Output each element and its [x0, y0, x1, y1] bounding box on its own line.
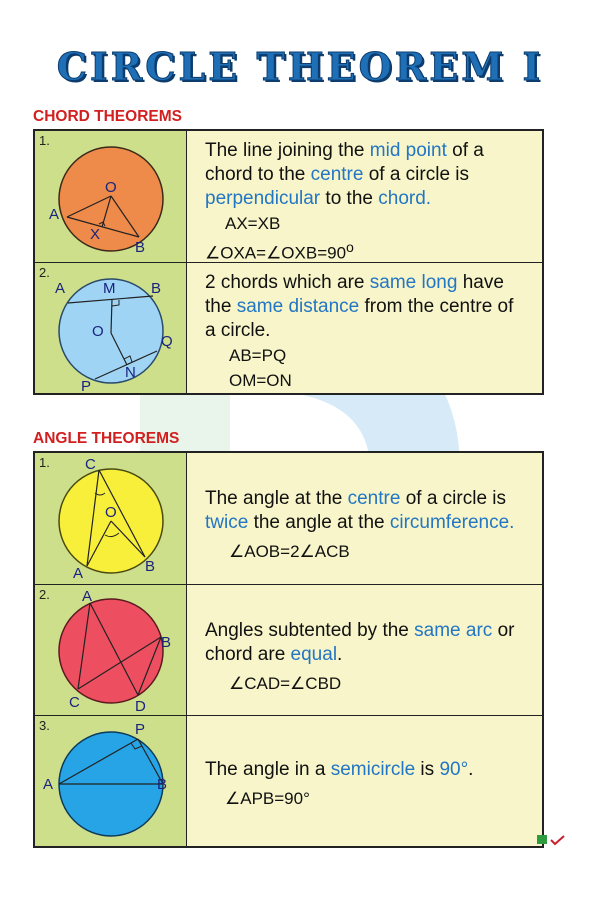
angle-theorem-1: [35, 453, 542, 584]
item-number: 1.: [39, 455, 50, 470]
label-B: B: [161, 634, 172, 651]
item-number: 2.: [39, 587, 50, 602]
equation: OM=ON: [229, 371, 292, 390]
circle-diagram: [35, 716, 187, 847]
chord-theorem-2: [35, 262, 542, 393]
page-title: CIRCLE THEOREM I: [56, 44, 544, 89]
angle-theorem-3-text: The angle in a semicircle is 90°. ∠APB=90°: [205, 758, 534, 811]
equation: ∠AOB=2∠ACB: [229, 542, 350, 561]
chord-theorem-1: [35, 131, 542, 262]
label-O: O: [105, 179, 117, 196]
circle-diagram: [35, 585, 187, 716]
angle-theorem-1-text: The angle at the centre of a circle is twice the angle at the circumference. ∠AOB=2∠ACB: [205, 487, 534, 564]
equation: AX=XB: [225, 214, 281, 233]
label-O: O: [105, 504, 117, 521]
angle-theorem-3: [35, 715, 542, 846]
equation: ∠APB=90°: [225, 789, 310, 808]
angle-theorems-panel: [33, 451, 544, 848]
chord-theorems-panel: [33, 129, 544, 395]
equation: $\angle OXA=\angle OXB=90^o$: [205, 240, 354, 263]
item-number: 1.: [39, 133, 50, 148]
label-B: B: [151, 280, 162, 297]
chord-figure-1: [35, 131, 187, 262]
item-number: 3.: [39, 718, 50, 733]
label-X: X: [90, 226, 101, 243]
label-A: A: [49, 206, 60, 223]
label-B: B: [135, 239, 146, 256]
label-C: C: [69, 694, 80, 711]
label-O: O: [92, 323, 104, 340]
label-Q: Q: [161, 333, 173, 350]
label-D: D: [135, 698, 146, 715]
circle-diagram: [35, 131, 187, 262]
label-M: M: [103, 280, 116, 297]
circle-diagram: [35, 263, 187, 394]
label-A: A: [55, 280, 66, 297]
circle-diagram: [35, 453, 187, 584]
equation: ∠CAD=∠CBD: [229, 674, 342, 693]
label-P: P: [135, 721, 146, 738]
chord-figure-2: [35, 263, 187, 393]
chord-theorem-1-text: The line joining the mid point of a chord to the centre of a circle is perpendicular to the chord. AX=XB $\angle OXA=\angle OXB=90^o$: [205, 139, 534, 266]
angle-theorem-2: [35, 584, 542, 715]
label-B: B: [157, 776, 168, 793]
angle-figure-2: [35, 585, 187, 715]
item-number: 2.: [39, 265, 50, 280]
chord-theorem-2-text: 2 chords which are same long have the same distance from the centre of a circle. AB=PQ OM=ON: [205, 271, 534, 393]
angle-theorems-heading: ANGLE THEOREMS: [33, 430, 180, 447]
chord-theorems-heading: CHORD THEOREMS: [33, 108, 182, 125]
label-A: A: [43, 776, 54, 793]
angle-figure-3: [35, 716, 187, 846]
angle-figure-1: [35, 453, 187, 584]
angle-theorem-2-text: Angles subtented by the same arc or chord are equal. ∠CAD=∠CBD: [205, 619, 534, 696]
label-A: A: [82, 588, 93, 605]
label-A: A: [73, 565, 84, 582]
publisher-logo-icon: [537, 834, 565, 846]
label-P: P: [81, 378, 92, 394]
equation: AB=PQ: [229, 346, 287, 365]
label-C: C: [85, 456, 96, 473]
label-B: B: [145, 558, 156, 575]
label-N: N: [125, 364, 136, 381]
